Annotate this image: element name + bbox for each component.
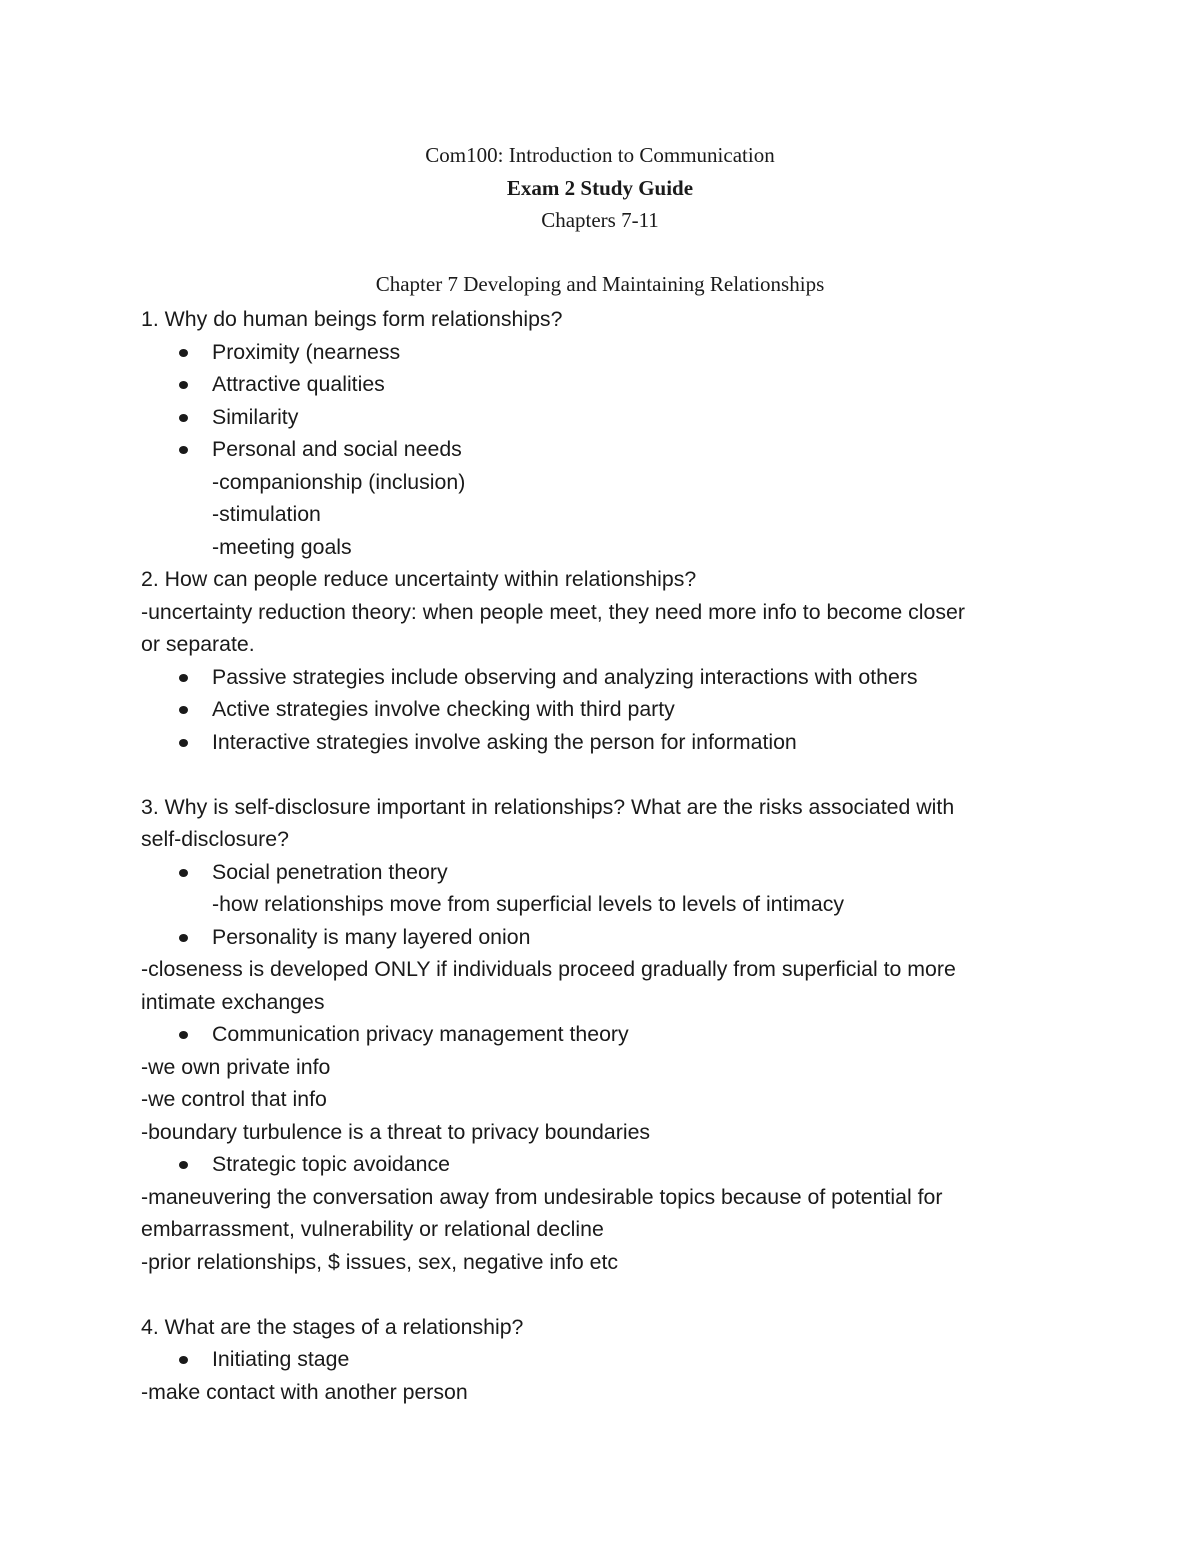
- bullet-icon: [179, 446, 188, 454]
- bullet-text: Communication privacy management theory: [212, 1022, 629, 1046]
- bullet-item: [141, 1148, 1071, 1181]
- bullet-item: [141, 1343, 1071, 1376]
- bullet-text: Similarity: [212, 404, 299, 429]
- chapter-heading: Chapter 7 Developing and Maintaining Relationships: [375, 272, 825, 296]
- bullet-icon: [179, 869, 188, 877]
- text-line: intimate exchanges: [141, 989, 325, 1014]
- bullet-text: Social penetration theory: [212, 859, 448, 884]
- bullet-item: [141, 1018, 1071, 1051]
- text-line: or separate.: [141, 632, 255, 656]
- text-line: -uncertainty reduction theory: when people meet, they need more info to become closer: [141, 599, 965, 624]
- bullet-item: [141, 921, 1071, 954]
- course-title: Com100: Introduction to Communication: [425, 143, 775, 167]
- text-line: self-disclosure?: [141, 827, 289, 851]
- bullet-icon: [179, 706, 188, 714]
- text-line: -make contact with another person: [141, 1379, 468, 1404]
- bullet-text: Attractive qualities: [212, 372, 385, 396]
- bullet-item: [141, 726, 1071, 759]
- blank-line: [141, 1278, 1071, 1311]
- bullet-icon: [179, 349, 188, 357]
- sub-item: -companionship (inclusion): [212, 469, 466, 494]
- bullet-item: [141, 433, 1071, 466]
- text-line: 4. What are the stages of a relationship?: [141, 1314, 524, 1339]
- text-line: -closeness is developed ONLY if individuals proceed gradually from superficial to more: [141, 957, 956, 981]
- text-line: -we own private info: [141, 1054, 331, 1079]
- bullet-item: [141, 661, 1071, 694]
- sub-item: -stimulation: [212, 502, 321, 526]
- text-line: -prior relationships, $ issues, sex, negative info etc: [141, 1249, 619, 1274]
- bullet-item: [141, 401, 1071, 434]
- text-line: 1. Why do human beings form relationships?: [141, 307, 563, 331]
- bullet-icon: [179, 674, 188, 682]
- text-line: -maneuvering the conversation away from undesirable topics because of potential for: [141, 1184, 943, 1209]
- bullet-icon: [179, 1356, 188, 1364]
- bullet-text: Active strategies involve checking with third party: [212, 697, 675, 721]
- text-line: -we control that info: [141, 1087, 327, 1111]
- bullet-text: Proximity (nearness: [212, 339, 401, 364]
- bullet-text: Strategic topic avoidance: [212, 1152, 450, 1176]
- bullet-item: [141, 368, 1071, 401]
- blank-line: [141, 758, 1071, 791]
- bullet-item: [141, 336, 1071, 369]
- bullet-item: [141, 693, 1071, 726]
- bullet-icon: [179, 414, 188, 422]
- bullet-icon: [179, 934, 188, 942]
- guide-title: Exam 2 Study Guide: [506, 176, 694, 200]
- sub-item: -meeting goals: [212, 534, 352, 559]
- text-line: 2. How can people reduce uncertainty within relationships?: [141, 567, 697, 591]
- bullet-text: Initiating stage: [212, 1347, 350, 1371]
- bullet-text: Passive strategies include observing and analyzing interactions with others: [212, 664, 918, 689]
- text-line: 3. Why is self-disclosure important in relationships? What are the risks associated with: [141, 794, 955, 819]
- sub-item: -how relationships move from superficial levels to levels of intimacy: [212, 892, 845, 916]
- text-line: -boundary turbulence is a threat to privacy boundaries: [141, 1119, 651, 1144]
- text-line: embarrassment, vulnerability or relational decline: [141, 1217, 604, 1241]
- bullet-text: Interactive strategies involve asking the person for information: [212, 729, 797, 754]
- study-guide-body: [141, 303, 1071, 1408]
- bullet-icon: [179, 739, 188, 747]
- bullet-icon: [179, 1161, 188, 1169]
- bullet-item: [141, 856, 1071, 889]
- chapters-subtitle: Chapters 7-11: [541, 208, 659, 232]
- bullet-text: Personal and social needs: [212, 437, 462, 461]
- bullet-icon: [179, 381, 188, 389]
- bullet-text: Personality is many layered onion: [212, 924, 531, 949]
- bullet-icon: [179, 1031, 188, 1039]
